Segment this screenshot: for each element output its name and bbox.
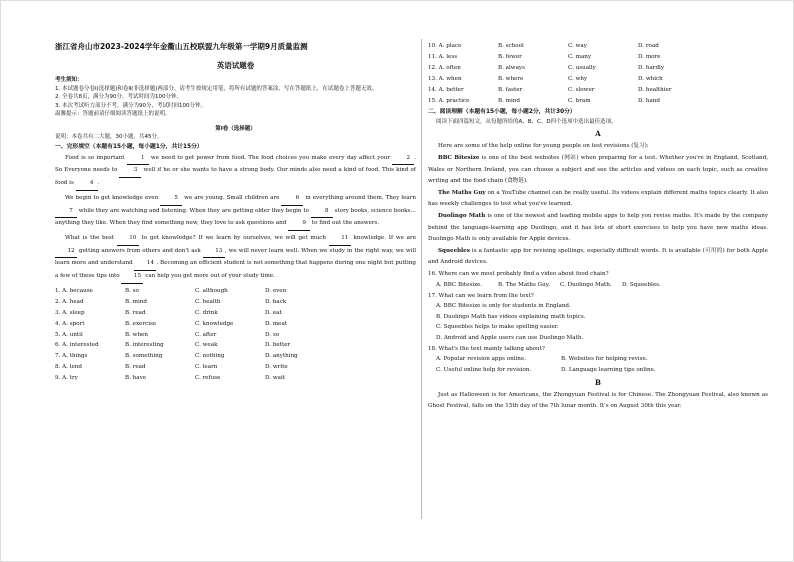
- option-choice[interactable]: C. learn: [195, 364, 218, 371]
- passage-paragraph: [428, 188, 768, 210]
- cloze-blank: 12: [55, 246, 77, 259]
- option-choice[interactable]: 4. A. sport: [55, 320, 85, 327]
- option-row: [428, 63, 768, 74]
- notice-line: 2. 全卷共8页，满分为90分。考试时间为100分钟。: [55, 94, 182, 101]
- part1-heading: 第Ⅰ卷（选择题）: [215, 125, 256, 132]
- option-choice[interactable]: B. mind: [498, 97, 520, 104]
- option-choice[interactable]: C. many: [568, 53, 592, 60]
- question-option[interactable]: D. Squeebles.: [622, 281, 661, 288]
- reading-questions: [428, 269, 768, 375]
- option-choice[interactable]: D. write: [265, 364, 288, 371]
- exam-subtitle: 英语试题卷: [216, 61, 255, 70]
- option-choice[interactable]: C. why: [568, 75, 588, 82]
- cloze-paragraph: [55, 193, 416, 231]
- cloze-blank: 5: [160, 193, 182, 206]
- resource-name: Duolingo Math: [438, 213, 486, 220]
- option-choice[interactable]: D. healthier: [638, 86, 672, 93]
- option-choice[interactable]: D. better: [265, 342, 291, 349]
- cloze-text: . Becoming an efficient student is not something that happens during one night but putting a few of these tips into: [55, 260, 416, 280]
- question-option[interactable]: A. Popular revision apps online.: [436, 356, 526, 363]
- cloze-blank: 2: [392, 153, 414, 166]
- option-row: [55, 373, 416, 384]
- cloze-text: to get knowledge? If we learn by ourselves, we will get much: [138, 234, 329, 241]
- question-stem: 17. What can we learn from the text?: [428, 292, 534, 299]
- question-option[interactable]: C. Useful online help for revision.: [436, 366, 532, 373]
- option-choice[interactable]: 9. A. try: [55, 375, 78, 382]
- cloze-blank: 6: [281, 193, 303, 206]
- question-option[interactable]: C. Squeebles helps to make spelling easier.: [436, 324, 559, 331]
- cloze-text: story books, science books…anything they like. When they find something new, they love to ask questions and: [55, 207, 417, 227]
- passage-a: [428, 141, 768, 268]
- cloze-blank: 4: [76, 178, 98, 191]
- option-choice[interactable]: D. hardly: [638, 64, 664, 71]
- cloze-text: Food is so important: [65, 154, 127, 161]
- cloze-text: What is the best: [65, 234, 117, 241]
- notice-line: 1. 本试题卷分卷Ⅰ(选择题)和卷Ⅱ(非选择题)两部分。请考生按规定用笔，将所有试题的答案涂、写在答题纸上，在试题卷上答题无效。: [55, 85, 378, 92]
- cloze-text: getting answers from others and don't ask: [77, 247, 203, 254]
- question-option[interactable]: A. BBC Bitesize is only for students in England.: [436, 303, 571, 310]
- cloze-section-heading: 一、完形填空（本题有15小题，每小题1分，共计15分）: [55, 143, 203, 150]
- question-options: [428, 365, 768, 376]
- left-column: [55, 41, 416, 384]
- passage-b-letter: B: [595, 377, 601, 387]
- cloze-options-continued: [428, 41, 768, 106]
- option-choice[interactable]: C. although: [195, 287, 228, 294]
- question-option[interactable]: B. Duolingo Math has videos explaining math topics.: [436, 313, 586, 320]
- question-option[interactable]: D. Language learning tips online.: [561, 366, 656, 373]
- passage-paragraph: [428, 141, 768, 152]
- cloze-text: , we will never learn well. When we study in the right way, we will learn more and understand: [55, 247, 416, 267]
- exam-title: 浙江省舟山市2023-2024学年金衢山五校联盟九年级第一学期9月质量监测: [55, 42, 308, 51]
- option-row: [55, 297, 416, 308]
- option-choice[interactable]: C. brain: [568, 97, 591, 104]
- option-choice[interactable]: 12. A. often: [428, 64, 461, 71]
- part1-note: 说明：本卷共有二大题，30小题，共45分。: [55, 134, 163, 141]
- cloze-text: can help you get more out of your study time.: [143, 273, 275, 280]
- question-stem: 16. Where can we most probably find a video about food chain?: [428, 271, 609, 278]
- option-choice[interactable]: 14. A. better: [428, 86, 464, 93]
- option-choice[interactable]: D. hand: [638, 97, 660, 104]
- cloze-blank: 15: [121, 271, 143, 284]
- cloze-blank: 1: [127, 153, 149, 166]
- option-row: [55, 286, 416, 297]
- right-column: [428, 41, 768, 413]
- question-options: [428, 354, 768, 365]
- cloze-blank: 8: [311, 206, 333, 219]
- passage-b: Just as Halloween is for Americans, the Zhongyuan Festival is for Chinese. The Zhongyuan Festival, also known as Ghost Festival, falls on the 15th day of the 7th lunar month. It's on August 30th this year.: [428, 392, 768, 410]
- option-choice[interactable]: C. usually: [568, 64, 596, 71]
- option-choice[interactable]: C. knowledge: [195, 320, 234, 327]
- option-choice[interactable]: B. something: [125, 353, 163, 360]
- paragraph-text: is a fantastic app for revising spellings, especially difficult words. It is available (可用的) for both Apple and Android devices.: [428, 247, 768, 266]
- option-choice[interactable]: B. interesting: [125, 342, 164, 349]
- column-divider: [421, 39, 422, 519]
- notice-heading: 考生须知：: [55, 77, 83, 83]
- option-row: [428, 41, 768, 52]
- cloze-blank: 11: [329, 233, 351, 246]
- cloze-text: in everything around them. They learn: [303, 194, 416, 201]
- passage-a-letter: A: [595, 128, 601, 138]
- passage-paragraph: [428, 246, 768, 268]
- notice-line: 温馨提示：答题前请仔细阅读答题纸上的说明。: [55, 111, 171, 118]
- option-choice[interactable]: 7. A. things: [55, 353, 88, 360]
- option-row: [55, 330, 416, 341]
- cloze-text: .: [97, 180, 100, 187]
- option-choice[interactable]: C. refuse: [195, 375, 221, 382]
- option-choice[interactable]: B. school: [498, 43, 524, 49]
- option-choice[interactable]: C. health: [195, 298, 221, 305]
- option-choice[interactable]: 10. A. place: [428, 43, 462, 49]
- option-choice[interactable]: 8. A. lend: [55, 364, 82, 371]
- option-choice[interactable]: D. anything: [265, 353, 298, 360]
- question-stem: 18. What's the text mainly talking about?: [428, 345, 545, 352]
- paragraph-text: on a YouTube channel can be really useful. Its videos explain different maths topics clearly. It also has weekly challenges to test what you've learned.: [428, 190, 768, 208]
- option-choice[interactable]: B. where: [498, 75, 524, 82]
- option-choice[interactable]: 11. A. less: [428, 53, 458, 60]
- option-row: [428, 96, 768, 107]
- paragraph-text: is one of the best websites (网站) when preparing for a test. Whether you're in England, Scotland, Wales or Northern Ireland, you can choose a subject and see the articles and videos on each topic, such as creative writing and the food chain (食物链).: [428, 155, 768, 184]
- notice-line: 3. 本次考试听力部分不考，满分为90分，考试时间100分钟。: [55, 102, 206, 109]
- paragraph-text: Here are some of the help online for young people on test revisions (复习):: [438, 143, 649, 150]
- question-option[interactable]: B. Websites for helping revise.: [561, 356, 648, 363]
- cloze-text: while they are watching and listening. When they are getting older they begin to: [77, 207, 311, 214]
- option-choice[interactable]: B. have: [125, 375, 147, 382]
- option-choice[interactable]: B. always: [498, 64, 525, 71]
- option-choice[interactable]: B. read: [125, 309, 146, 316]
- paragraph-text: is one of the newest and leading mobile apps to help you revise maths. It's made by the company behind the language-learning app Duolingo, and it has lots of short exercises to help you have new maths ideas. Duolingo Math is only available for Apple devices.: [428, 213, 768, 242]
- option-choice[interactable]: 15. A. practice: [428, 97, 470, 104]
- cloze-text: We begin to get knowledge even: [65, 194, 161, 201]
- option-choice[interactable]: 5. A. until: [55, 331, 83, 338]
- question-option[interactable]: B. The Maths Guy.: [498, 281, 550, 288]
- cloze-text: we are young. Small children are: [182, 194, 282, 201]
- option-choice[interactable]: B. mind: [125, 298, 147, 305]
- cloze-passage: [55, 153, 416, 284]
- option-choice[interactable]: C. drink: [195, 309, 218, 316]
- cloze-blank: 7: [55, 206, 77, 219]
- cloze-blank: 10: [117, 233, 139, 246]
- option-row: [428, 85, 768, 96]
- option-choice[interactable]: B. faster: [498, 86, 523, 93]
- option-row: [428, 52, 768, 63]
- option-row: [55, 319, 416, 330]
- option-choice[interactable]: 13. A. when: [428, 75, 462, 82]
- cloze-paragraph: [55, 233, 416, 284]
- notice-block: [55, 76, 416, 119]
- option-choice[interactable]: D. which: [638, 75, 663, 82]
- option-row: [55, 340, 416, 351]
- option-choice[interactable]: D. more: [638, 53, 661, 60]
- option-choice[interactable]: D. so: [265, 331, 280, 338]
- cloze-text: to find out the answers.: [310, 220, 380, 227]
- option-choice[interactable]: 2. A. head: [55, 298, 84, 305]
- option-choice[interactable]: D. back: [265, 298, 287, 305]
- cloze-blank: 3: [119, 165, 141, 178]
- question-option[interactable]: D. Android and Apple users can use Duolingo Math.: [436, 335, 584, 342]
- option-choice[interactable]: C. after: [195, 331, 217, 338]
- option-choice[interactable]: C. weak: [195, 342, 218, 349]
- option-choice[interactable]: D. even: [265, 287, 287, 294]
- cloze-blank: 14: [134, 258, 156, 271]
- cloze-text: well if he or she wants to have a strong body. Our minds also need a kind of food. This kind of food is: [55, 167, 416, 187]
- option-choice[interactable]: C. nothing: [195, 353, 225, 360]
- option-choice[interactable]: B. so: [125, 287, 139, 294]
- option-row: [428, 74, 768, 85]
- option-choice[interactable]: 6. A. interested: [55, 342, 99, 349]
- option-choice[interactable]: 3. A. sleep: [55, 309, 85, 316]
- option-choice[interactable]: D. meat: [265, 320, 288, 327]
- option-row: [55, 351, 416, 362]
- question-option[interactable]: A. BBC Bitesize.: [436, 281, 483, 288]
- option-choice[interactable]: B. exercise: [125, 320, 157, 327]
- option-row: [55, 308, 416, 319]
- resource-name: The Maths Guy: [438, 190, 486, 197]
- option-choice[interactable]: B. read: [125, 364, 146, 371]
- reading-section-heading: 二、阅读理解（本题有15小题，每小题2分，共计30分）: [428, 109, 576, 116]
- cloze-text: knowledge. If we are: [350, 234, 416, 241]
- cloze-text: . So Everyone needs to: [55, 154, 416, 174]
- cloze-text: we need to get power from food. The food choices you make every day affect your: [148, 154, 393, 161]
- cloze-blank: 13: [203, 246, 225, 259]
- option-choice[interactable]: B. when: [125, 331, 148, 338]
- option-choice[interactable]: B. fewer: [498, 53, 522, 60]
- option-choice[interactable]: C. way: [568, 43, 587, 49]
- cloze-options: [55, 286, 416, 384]
- resource-name: Squeebles: [438, 247, 470, 254]
- option-choice[interactable]: 1. A. because: [55, 287, 93, 294]
- option-choice[interactable]: C. slower: [568, 86, 595, 93]
- question-option[interactable]: C. Duolingo Math.: [560, 281, 612, 288]
- option-row: [55, 362, 416, 373]
- cloze-paragraph: [55, 153, 416, 191]
- resource-name: BBC Bitesize: [438, 155, 480, 162]
- passage-paragraph: [428, 153, 768, 187]
- option-choice[interactable]: D. wait: [265, 375, 286, 382]
- question-options: [428, 280, 768, 291]
- option-choice[interactable]: D. road: [638, 43, 659, 49]
- cloze-blank: 9: [288, 218, 310, 231]
- passage-paragraph: [428, 211, 768, 245]
- option-choice[interactable]: D. eat: [265, 309, 282, 316]
- reading-instruction: 阅读下面四篇短文，从每题所给的A、B、C、D四个选项中选出最佳选项。: [436, 119, 617, 126]
